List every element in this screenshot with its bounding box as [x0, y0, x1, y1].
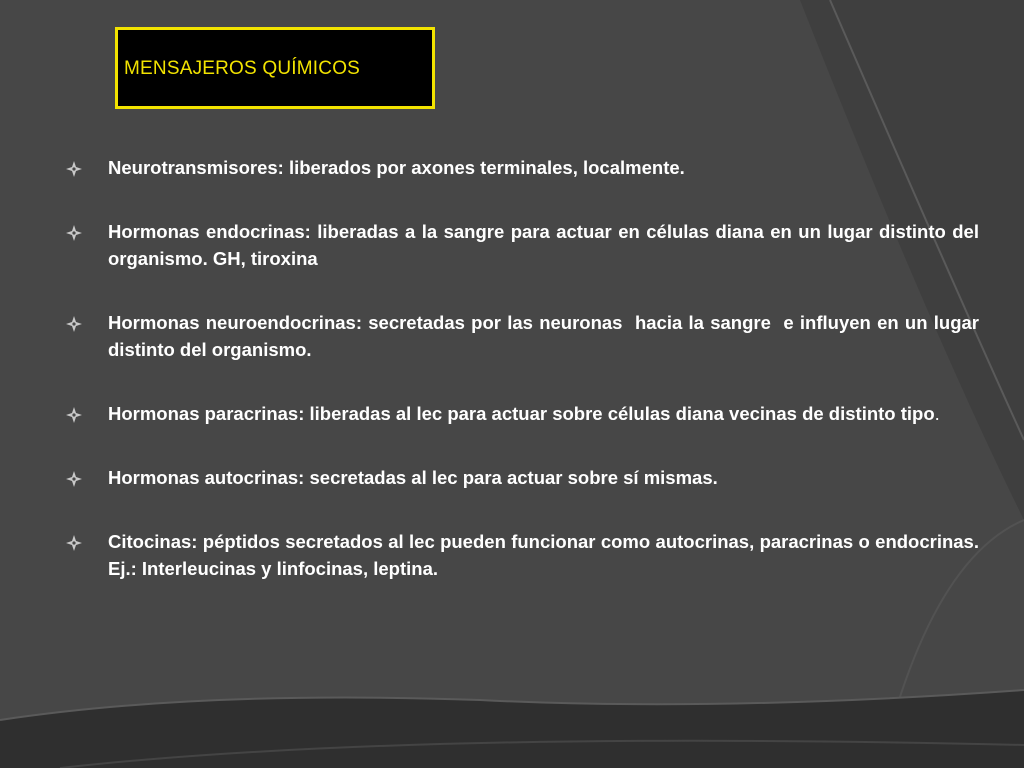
- bullet-item: [66, 309, 985, 363]
- diamond-bullet-icon: [66, 316, 82, 332]
- bullet-text: Citocinas: péptidos secretados al lec pueden funcionar como autocrinas, paracrinas o endocrinas. Ej.: Interleucinas y linfocinas, leptina.: [108, 531, 979, 579]
- bullet-item: [66, 154, 979, 181]
- diamond-bullet-icon: [66, 535, 82, 551]
- slide-title: MENSAJEROS QUÍMICOS: [124, 58, 361, 79]
- diamond-bullet-icon: [66, 161, 82, 177]
- diamond-bullet-icon: [66, 225, 82, 241]
- bullet-item: [66, 528, 979, 582]
- title-box: [115, 27, 435, 109]
- bullet-text: Hormonas neuroendocrinas: secretadas por las neuronas hacia la sangre e influyen en un lugar distinto del organismo.: [108, 312, 985, 360]
- bullet-item: [66, 400, 979, 427]
- bullet-item: [66, 218, 979, 272]
- diamond-bullet-icon: [66, 407, 82, 423]
- bullet-text: Hormonas endocrinas: liberadas a la sangre para actuar en células diana en un lugar distinto del organismo. GH, tiroxina: [108, 221, 979, 269]
- bullet-text: Hormonas autocrinas: secretadas al lec para actuar sobre sí mismas.: [108, 467, 718, 488]
- diamond-bullet-icon: [66, 471, 82, 487]
- bullet-text: Neurotransmisores: liberados por axones terminales, localmente.: [108, 157, 685, 178]
- bullet-list: [66, 154, 985, 619]
- bullet-text: Hormonas paracrinas: liberadas al lec para actuar sobre células diana vecinas de distinto tipo.: [108, 403, 940, 424]
- bullet-item: [66, 464, 979, 491]
